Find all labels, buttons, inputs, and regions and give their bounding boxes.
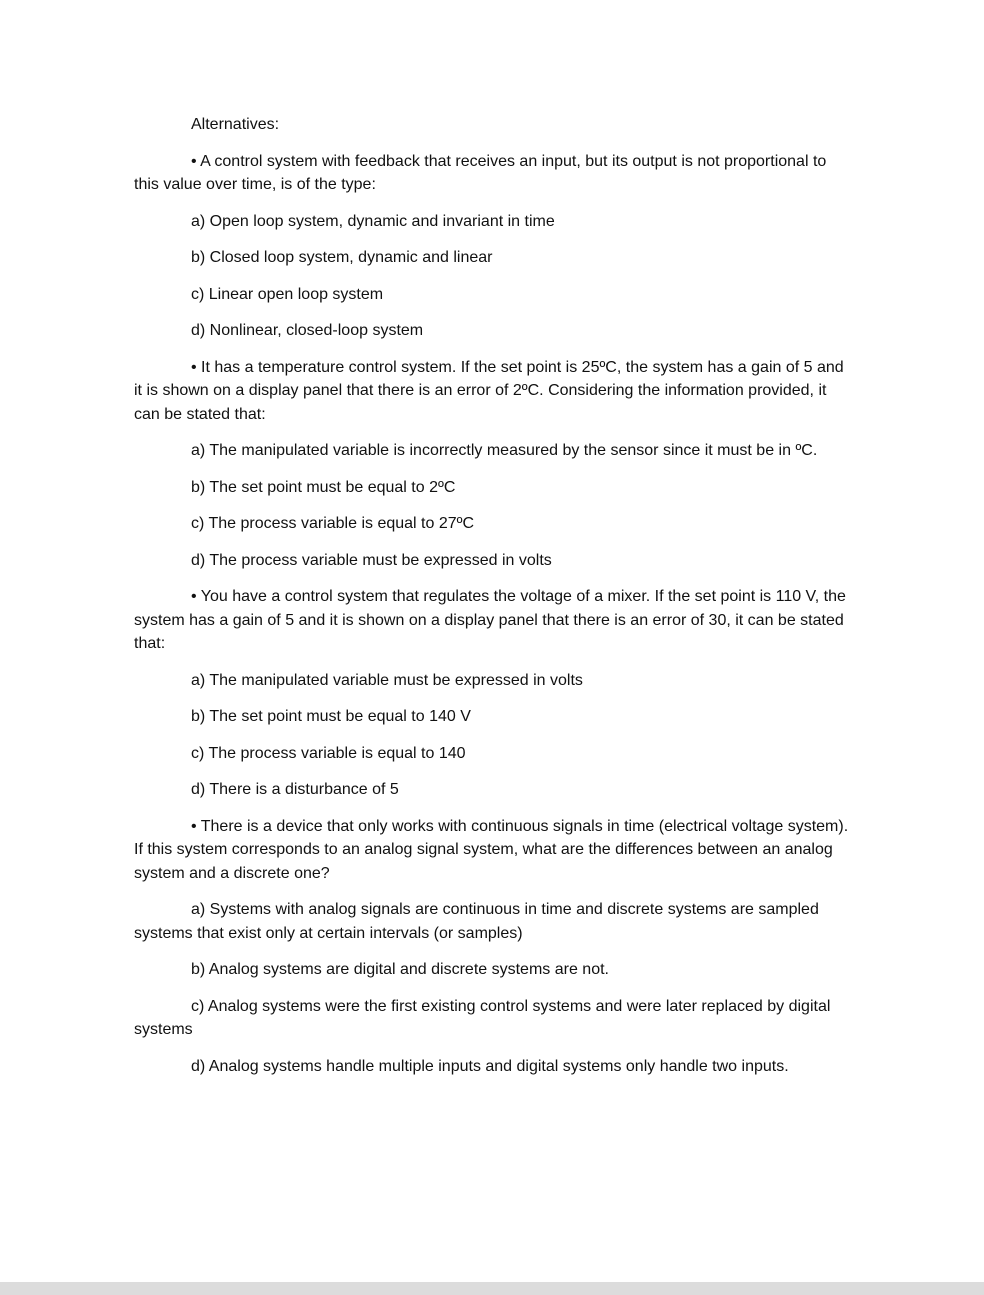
question-2-option-d: d) The process variable must be expressed in volts — [191, 551, 552, 569]
question-2-option-a: a) The manipulated variable is incorrectly measured by the sensor since it must be in ºC. — [191, 442, 818, 459]
document-content — [134, 113, 854, 1091]
question-4-option-c: c) Analog systems were the first existing control systems and were later replaced by digital systems — [134, 997, 831, 1038]
question-3-option-b: b) The set point must be equal to 140 V — [191, 708, 471, 725]
question-1-stem: • A control system with feedback that receives an input, but its output is not proportional to this value over time, is of the type: — [134, 152, 827, 193]
question-3-option-a: a) The manipulated variable must be expressed in volts — [191, 671, 583, 689]
question-3-option-d: d) There is a disturbance of 5 — [191, 781, 399, 798]
question-1-option-c: c) Linear open loop system — [191, 285, 384, 303]
question-4-stem: • There is a device that only works with continuous signals in time (electrical voltage system). If this system corresponds to an analog signal system, what are the differences between an analog system and a discrete one? — [134, 817, 849, 882]
question-2-stem: • It has a temperature control system. If the set point is 25ºC, the system has a gain of 5 and it is shown on a display panel that there is an error of 2ºC. Considering the information provided, it can be stated that: — [134, 358, 844, 423]
viewer-bottom-edge — [0, 1282, 984, 1295]
question-1-option-a: a) Open loop system, dynamic and invariant in time — [191, 212, 555, 230]
question-4-option-b: b) Analog systems are digital and discrete systems are not. — [191, 961, 609, 978]
question-4-option-a: a) Systems with analog signals are continuous in time and discrete systems are sampled systems that exist only at certain intervals (or samples) — [134, 901, 819, 942]
question-1-option-b: b) Closed loop system, dynamic and linear — [191, 249, 493, 266]
question-2-option-b: b) The set point must be equal to 2ºC — [191, 478, 456, 496]
question-4-option-d: d) Analog systems handle multiple inputs and digital systems only handle two inputs. — [191, 1057, 789, 1075]
question-2-option-c: c) The process variable is equal to 27ºC — [191, 515, 475, 532]
question-3-stem: • You have a control system that regulates the voltage of a mixer. If the set point is 110 V, the system has a gain of 5 and it is shown on a display panel that there is an error of 30, it can be stated that: — [134, 588, 846, 652]
question-1-option-d: d) Nonlinear, closed-loop system — [191, 322, 424, 339]
question-3-option-c: c) The process variable is equal to 140 — [191, 744, 466, 762]
alternatives-heading: Alternatives: — [191, 116, 280, 133]
